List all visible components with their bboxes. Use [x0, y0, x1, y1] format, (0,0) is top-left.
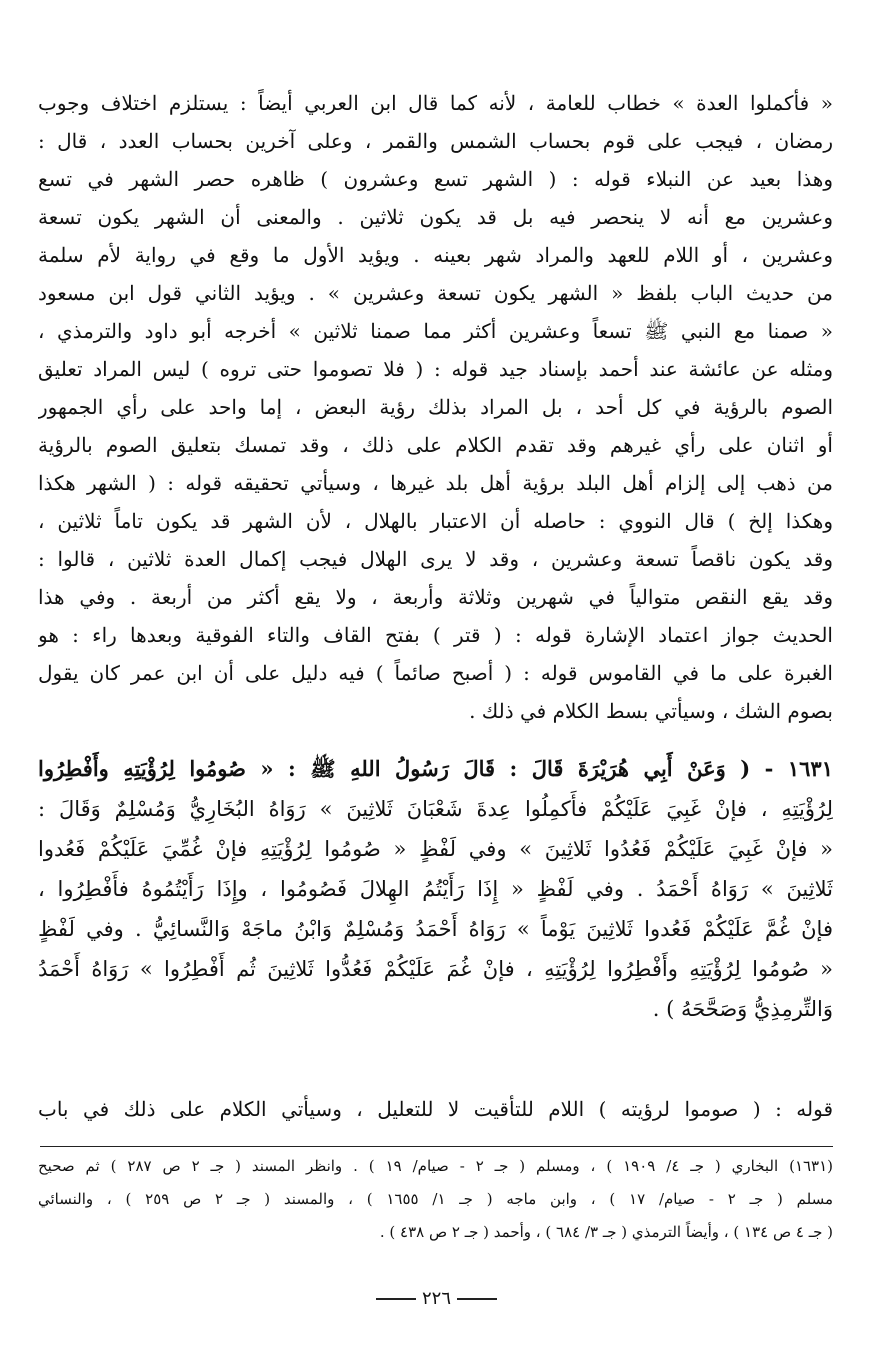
commentary-line: الصوم بالرؤية في كل أحد ، بل المراد بذلك رؤية البعض ، إما واحد على رأي الجمهور — [38, 395, 833, 419]
page-number-dash — [457, 1298, 497, 1300]
commentary-line: وهذا بعيد عن النبلاء قوله : ( الشهر تسع وعشرون ) ظاهره حصر الشهر في تسع — [38, 167, 833, 191]
page-number-dash — [376, 1298, 416, 1300]
hadith-line: وَالتِّرمِذِيُّ وَصَحَّحَهُ ) . — [652, 997, 833, 1021]
hadith-line: ثَلاثِينَ » رَوَاهُ أَحْمَدُ . وفي لَفْظٍ « إِذَا رَأَيْتُمُ الهِلالَ فَصُومُوا ، وإِذَا رَأَيْتُمُوهُ فأَفْطِرُوا ، — [38, 877, 833, 901]
commentary-line: وعشرين مع أنه لا ينحصر فيه بل قد يكون ثلاثين . والمعنى أن الشهر يكون تسعة — [38, 205, 833, 229]
footnote-line: مسلم ( جـ ٢ - صيام/ ١٧ ) ، وابن ماجه ( جـ ١/ ١٦٥٥ ) ، والمسند ( جـ ٢ ص ٢٥٩ ) ، والنسائي — [38, 1190, 833, 1208]
page-number-value: ٢٢٦ — [421, 1288, 451, 1309]
qawluh-line: قوله : ( صوموا لرؤيته ) اللام للتأقيت لا للتعليل ، وسيأتي الكلام على ذلك في باب — [38, 1097, 833, 1121]
commentary-line: ومثله عن عائشة عند أحمد بإسناد جيد قوله : ( فلا تصوموا حتى تروه ) ليس المراد تعليق — [38, 357, 833, 381]
hadith-line: لِرُؤْيَتِهِ ، فإنْ غَبِيَ عَلَيْكُمْ فأَكمِلُوا عِدةَ شَعْبَانَ ثَلاثِينَ » رَوَاهُ البُخَارِيُّ وَمُسْلِمٌ وَقَالَ : — [38, 797, 833, 821]
commentary-line: وهكذا إلخ ) قال النووي : حاصله أن الاعتبار بالهلال ، لأن الشهر قد يكون تاماً ثلاثين ، — [38, 509, 833, 533]
commentary-line: من ذهب إلى إلزام أهل البلد برؤية أهل بلد غيرها ، وسيأتي تحقيقه قوله : ( الشهر هكذا — [38, 471, 833, 495]
commentary-line: الحديث جواز اعتماد الإشارة قوله : ( قتر ) بفتح القاف والتاء الفوقية وبعدها راء : هو — [38, 623, 833, 647]
footnote-line: (١٦٣١) البخاري ( جـ ٤/ ١٩٠٩ ) ، ومسلم ( جـ ٢ - صيام/ ١٩ ) . وانظر المسند ( جـ ٢ ص ٢٨٧ ) ثم صحيح — [38, 1157, 833, 1175]
hadith-line: « صُومُوا لِرُؤْيَتِهِ وأَفْطِرُوا لِرُؤْيَتِهِ ، فإنْ غُمَ عَلَيْكُمْ فَعُدُّوا ثَلاثِينَ ثُم أَفْطِرُوا » رَوَاهُ أَحْمَدُ — [38, 957, 833, 981]
commentary-line: رمضان ، فيجب على قوم بحساب الشمس والقمر ، وعلى آخرين بحساب العدد ، قال : — [38, 129, 833, 153]
commentary-line: من حديث الباب بلفظ « الشهر يكون تسعة وعشرين » . ويؤيد الثاني قول ابن مسعود — [38, 281, 833, 305]
footnote-line: ( جـ ٤ ص ١٣٤ ) ، وأيضاً الترمذي ( جـ ٣/ ٦٨٤ ) ، وأحمد ( جـ ٢ ص ٤٣٨ ) . — [379, 1223, 833, 1241]
hadith-line: فإنْ غُمَّ عَلَيْكُمْ فَعُدوا ثَلاثِينَ يَوْماً » رَوَاهُ أَحْمَدُ وَمُسْلِمٌ وَابْنُ ماجَهْ وَالنَّسائِيُّ . وفي لَفْظٍ — [38, 917, 833, 941]
commentary-line: « صمنا مع النبي ﷺ تسعاً وعشرين أكثر مما صمنا ثلاثين » أخرجه أبو داود والترمذي ، — [38, 319, 833, 343]
hadith-line: « فإنْ غَبِيَ عَلَيْكُمْ فَعُدُوا ثَلاثِينَ » وفي لَفْظٍ « صُومُوا لِرُؤْيَتِهِ فإنْ غُمِّيَ عَلَيْكُمْ فَعُدوا — [38, 837, 833, 861]
commentary-line: وقد يقع النقص متوالياً في شهرين وثلاثة وأربعة ، ولا يقع أكثر من أربعة . وفي هذا — [38, 585, 833, 609]
hadith-line: ١٦٣١ - ( وَعَنْ أَبِي هُرَيْرَةَ قَالَ : قَالَ رَسُولُ اللهِ ﷺ : « صُومُوا لِرُؤْيَتِهِ وأَفْطِرُوا — [38, 756, 833, 781]
commentary-line: وعشرين ، أو اللام للعهد والمراد شهر بعينه . ويؤيد الأول ما وقع في رواية لأم سلمة — [38, 243, 833, 267]
commentary-line: بصوم الشك ، وسيأتي بسط الكلام في ذلك . — [469, 699, 833, 723]
commentary-line: الغبرة على ما في القاموس قوله : ( أصبح صائماً ) فيه دليل على أن ابن عمر كان يقول — [38, 661, 833, 685]
commentary-line: أو اثنان على رأي غيرهم وقد تقدم الكلام على ذلك ، وقد تمسك بتعليق الصوم بالرؤية — [38, 433, 833, 457]
page-number — [0, 1288, 873, 1309]
commentary-line: « فأكملوا العدة » خطاب للعامة ، لأنه كما قال ابن العربي أيضاً : يستلزم اختلاف وجوب — [38, 91, 833, 115]
commentary-line: وقد يكون ناقصاً تسعة وعشرين ، وقد لا يرى الهلال فيجب إكمال العدة ثلاثين ، قالوا : — [38, 547, 833, 571]
footnote-divider — [40, 1146, 833, 1147]
